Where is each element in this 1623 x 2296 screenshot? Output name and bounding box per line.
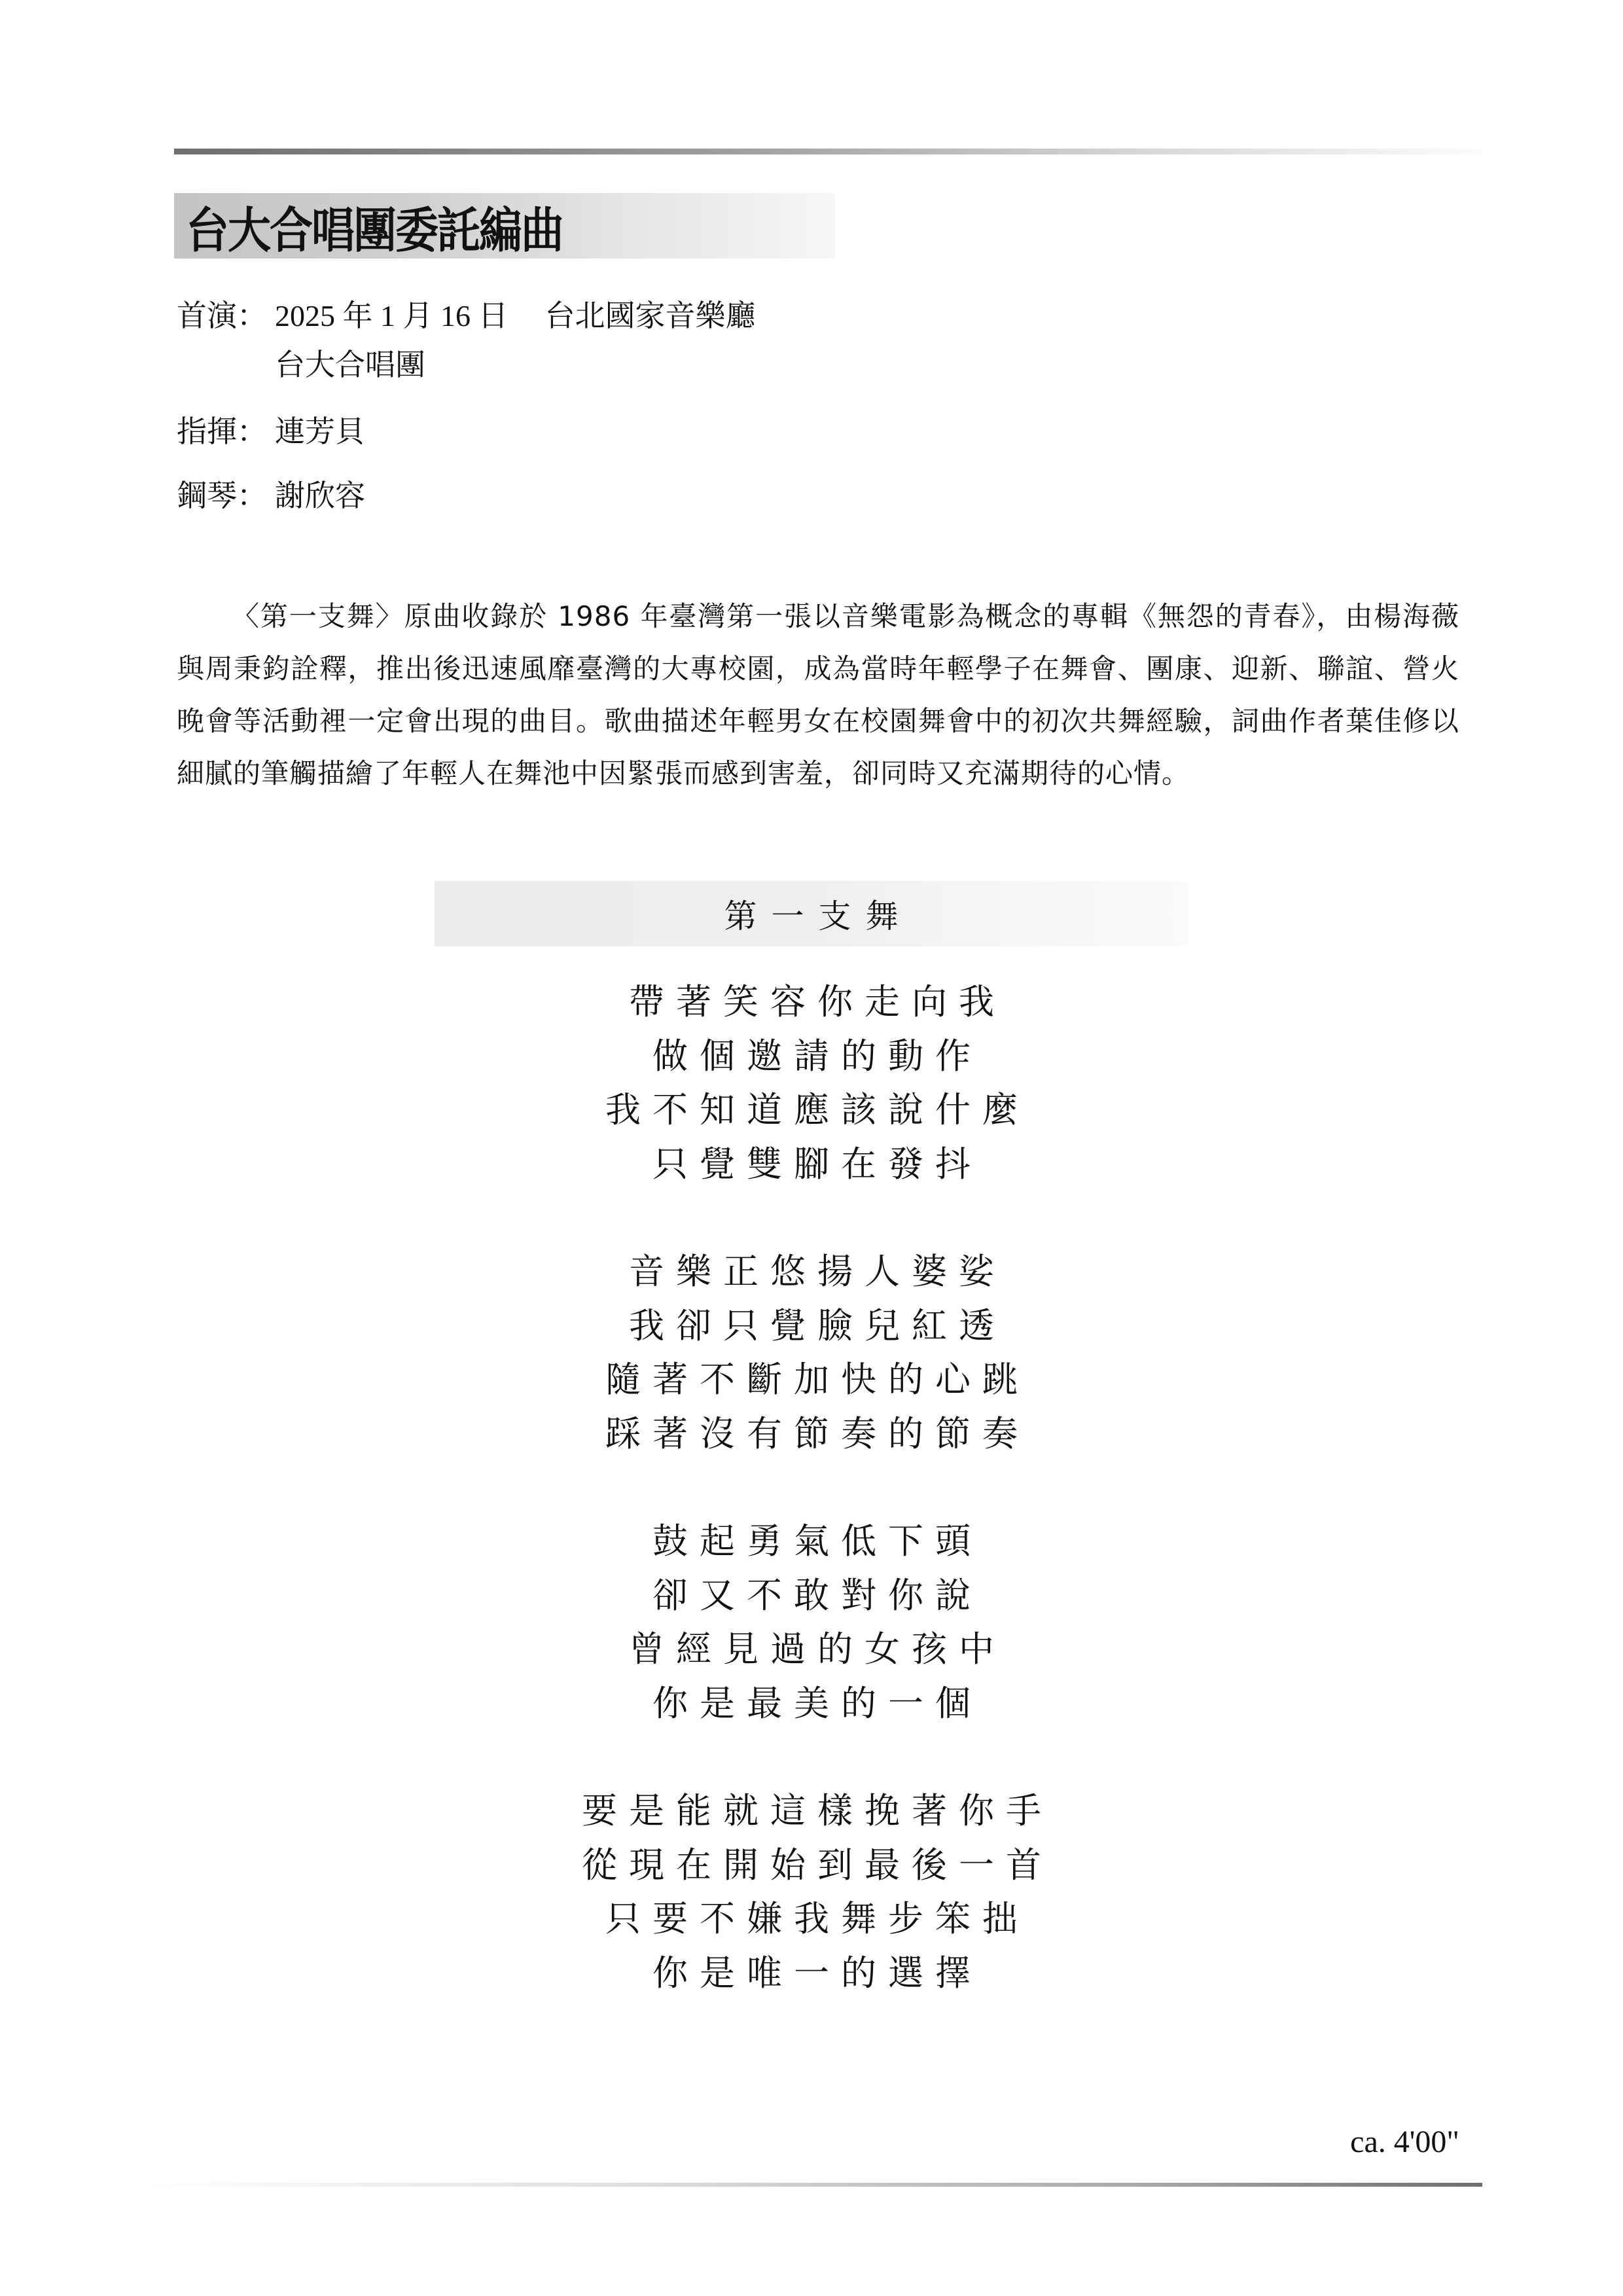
lyric-line: 只要不嫌我舞步笨拙 [605, 1898, 1029, 1939]
piano-info [177, 478, 365, 514]
song-title: 第一支舞 [724, 897, 913, 935]
duration-label: ca. 4'00" [1350, 2125, 1459, 2159]
lyric-line: 只覺雙腳在發抖 [652, 1143, 982, 1185]
premiere-label: 首演： [177, 299, 267, 332]
premiere-performer-line [177, 347, 425, 384]
conductor-label: 指揮： [177, 415, 267, 448]
stanza [0, 975, 1623, 1191]
premiere-info [177, 298, 756, 334]
stanza [0, 1784, 1623, 2000]
lyric-line: 我卻只覺臉兒紅透 [629, 1304, 1006, 1346]
lyric-line: 曾經見過的女孩中 [629, 1628, 1006, 1670]
top-divider-rule [174, 149, 1483, 154]
piano-name: 謝欣容 [275, 479, 365, 512]
premiere-venue: 台北國家音樂廳 [544, 299, 756, 332]
lyrics [0, 975, 1623, 2000]
song-title-banner [435, 881, 1188, 946]
intro-paragraph: 〈第一支舞〉原曲收錄於 1986 年臺灣第一張以音樂電影為概念的專輯《無怨的青春》，由楊海薇與周秉鈞詮釋，推出後迅速風靡臺灣的大專校園，成為當時年輕學子在舞會、團康、迎新、聯誼、營火晚會等活動裡一定會出現的曲目。歌曲描述年輕男女在校園舞會中的初次共舞經驗，詞曲作者葉佳修以細膩的筆觸描繪了年輕人在舞池中因緊張而感到害羞，卻同時又充滿期待的心情。 [177, 600, 1459, 789]
lyric-line: 你是唯一的選擇 [652, 1952, 982, 1994]
lyric-line: 我不知道應該說什麼 [605, 1089, 1029, 1130]
stanza [0, 1245, 1623, 1461]
lyric-line: 從現在開始到最後一首 [582, 1844, 1053, 1886]
piano-label: 鋼琴： [177, 479, 267, 512]
lyric-line: 鼓起勇氣低下頭 [652, 1520, 982, 1562]
lyric-line: 帶著笑容你走向我 [629, 981, 1006, 1022]
lyric-line: 音樂正悠揚人婆娑 [629, 1251, 1006, 1292]
conductor-info [177, 414, 365, 450]
page-title-banner [174, 193, 835, 259]
lyric-line: 踩著沒有節奏的節奏 [605, 1412, 1029, 1454]
lyric-line: 你是最美的一個 [652, 1682, 982, 1724]
lyric-line: 隨著不斷加快的心跳 [605, 1359, 1029, 1400]
premiere-performer: 台大合唱團 [275, 348, 425, 382]
lyric-line: 卻又不敢對你說 [652, 1574, 982, 1616]
page-title: 台大合唱團委託編曲 [186, 201, 563, 259]
bottom-divider-rule [144, 2183, 1482, 2187]
premiere-date: 2025 年 1 月 16 日 [275, 299, 508, 332]
lyric-line: 要是能就這樣挽著你手 [582, 1790, 1053, 1831]
lyric-line: 做個邀請的動作 [652, 1035, 982, 1077]
stanza [0, 1515, 1623, 1731]
conductor-name: 連芳貝 [275, 415, 365, 448]
